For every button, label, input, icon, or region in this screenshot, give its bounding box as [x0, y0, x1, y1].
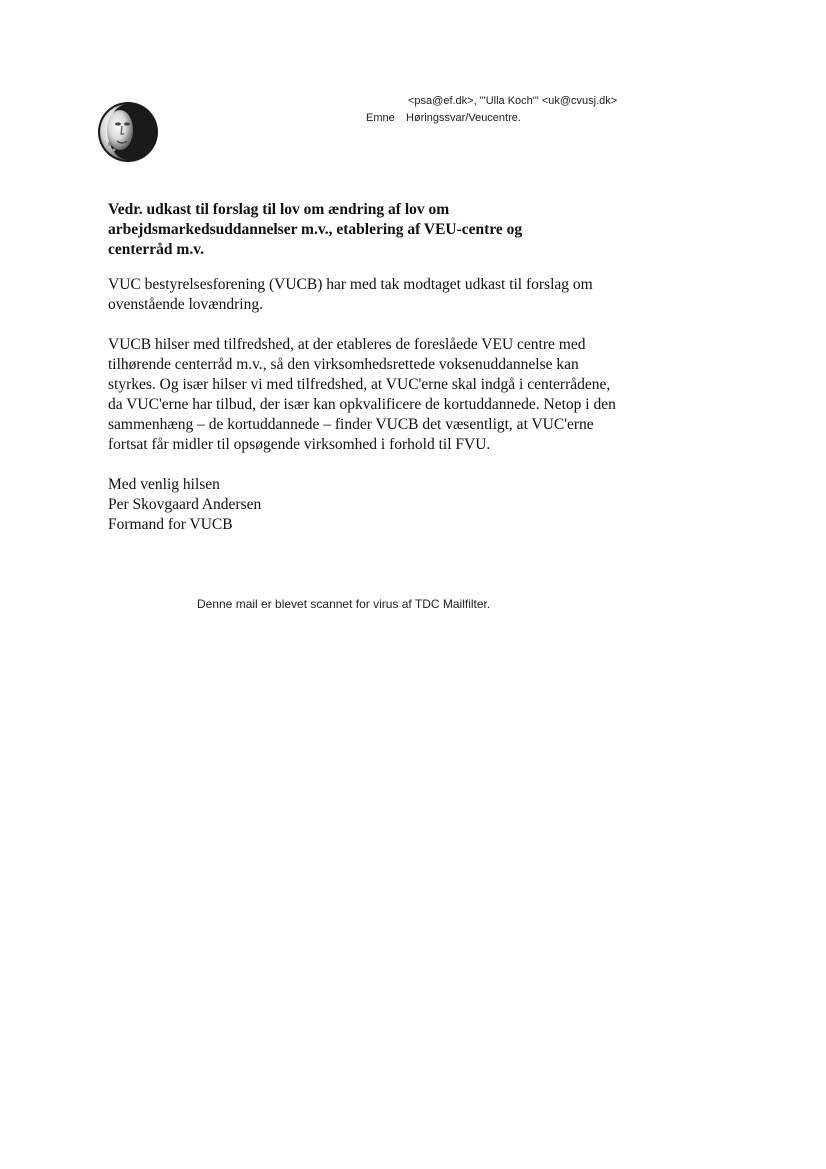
signer-name: Per Skovgaard Andersen — [108, 496, 262, 513]
email-recipients: <psa@ef.dk>, "'Ulla Koch'" <uk@cvusj.dk> — [408, 95, 618, 107]
letter-body — [108, 200, 668, 535]
main-paragraph: VUCB hilser med tilfredshed, at der etableres de foreslåede VEU centre med tilhørende centerråd m.v., så den virksomhedsrettede voksenuddannelse kan styrkes. Og især hilser vi med tilfredshed, at VUC'erne skal indgå i centerrådene, da VUC'erne har tilbud, der især kan opkvalificere de kortuddannede. Netop i den sammenhæng – de kortuddannede – finder VUCB det væsentligt, at VUC'erne fortsat får midler til opsøgende virksomhed i forhold til FVU. — [108, 336, 616, 453]
letter-subject: Vedr. udkast til forslag til lov om ændring af lov om arbejdsmarkedsuddannelser m.v., etablering af VEU-centre og centerråd m.v. — [108, 201, 523, 258]
email-subject-value: Høringssvar/Veucentre. — [406, 112, 521, 124]
signature-block — [108, 475, 668, 535]
email-subject-label: Emne — [366, 112, 395, 124]
virus-scan-notice: Denne mail er blevet scannet for virus af TDC Mailfilter. — [197, 597, 491, 611]
closing-line: Med venlig hilsen — [108, 476, 220, 493]
signer-title: Formand for VUCB — [108, 516, 233, 533]
intro-paragraph: VUC bestyrelsesforening (VUCB) har med tak modtaget udkast til forslag om ovenstående lovændring. — [108, 276, 593, 313]
moon-face-logo — [96, 100, 160, 164]
